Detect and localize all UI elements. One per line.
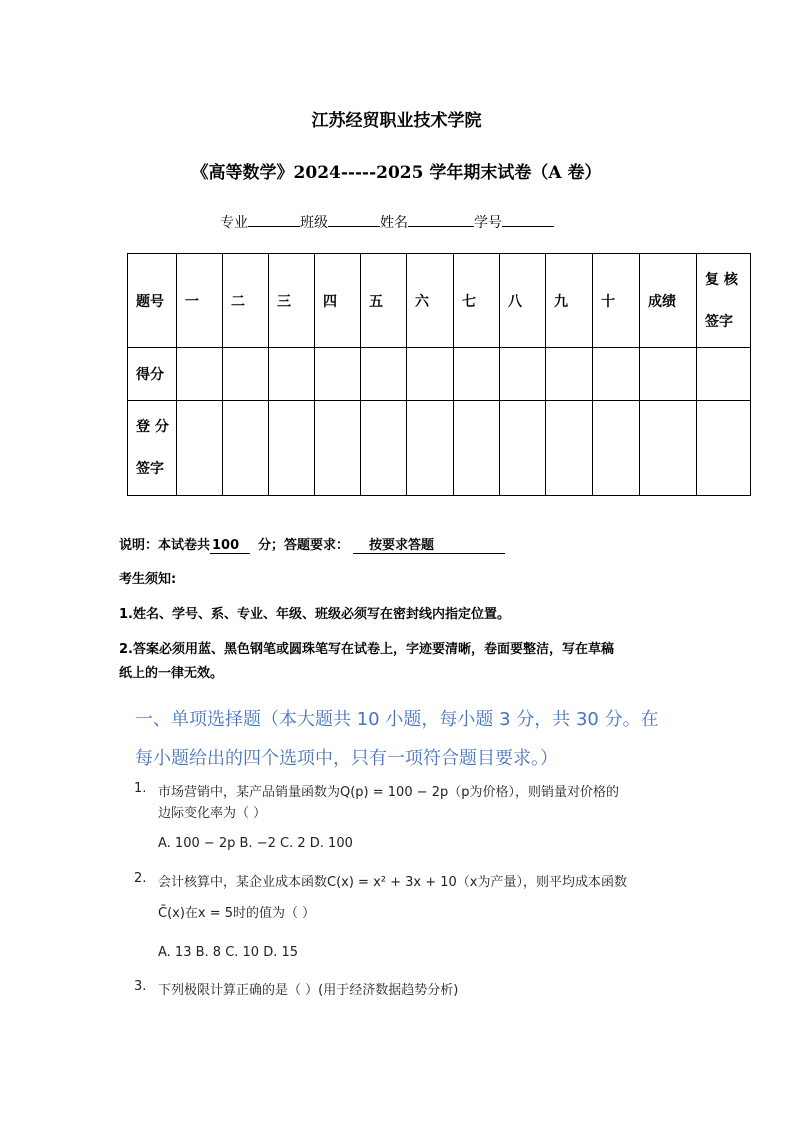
row-label: 得分 (128, 348, 177, 401)
register-label: 登 分 (136, 419, 169, 435)
question-text: 市场营销中，某产品销量函数为Q(p) = 100 − 2p（p为价格），则销量对价格的 (158, 785, 620, 800)
score-cell[interactable] (500, 348, 546, 401)
score-cell[interactable] (697, 348, 751, 401)
name-label: 姓名 (380, 215, 408, 231)
school-name: 江苏经贸职业技术学院 (311, 111, 482, 131)
question-text-cont: C̄(x)在x = 5时的值为（ ） (158, 906, 316, 921)
score-cell[interactable] (223, 348, 269, 401)
review-label: 复 核 (705, 271, 738, 288)
header-cell: 九 (546, 254, 593, 348)
class-blank[interactable] (328, 212, 380, 227)
notice-title: 考生须知: (119, 572, 177, 587)
header-cell: 题号 (128, 254, 177, 348)
header-cell: 四 (315, 254, 361, 348)
notice-2: 2.答案必须用蓝、黑色钢笔或圆珠笔写在试卷上，字迹要清晰，卷面要整洁，写在草稿 (119, 642, 614, 657)
header-cell: 五 (361, 254, 407, 348)
score-cell[interactable] (269, 348, 315, 401)
total-score: 100 (210, 538, 250, 554)
sign-cell[interactable] (177, 401, 223, 496)
header-cell: 十 (593, 254, 640, 348)
major-blank[interactable] (248, 212, 300, 227)
notice-2-cont: 纸上的一律无效。 (119, 666, 224, 681)
question-text: 会计核算中，某企业成本函数C(x) = x² + 3x + 10（x为产量），则平均成本函数 (158, 875, 627, 890)
score-cell[interactable] (315, 348, 361, 401)
header-cell: 八 (500, 254, 546, 348)
desc-prefix: 说明：本试卷共 (119, 538, 211, 553)
sign-label: 签字 (136, 461, 164, 477)
sign-cell[interactable] (223, 401, 269, 496)
major-label: 专业 (220, 215, 248, 231)
score-cell[interactable] (640, 348, 697, 401)
requirement: 按要求答题 (353, 534, 505, 554)
sign-cell[interactable] (593, 401, 640, 496)
header-cell: 成绩 (640, 254, 697, 348)
score-cell[interactable] (177, 348, 223, 401)
student-id-blank[interactable] (502, 212, 554, 227)
header-cell: 六 (407, 254, 454, 348)
sign-cell[interactable] (361, 401, 407, 496)
sign-cell[interactable] (500, 401, 546, 496)
header-cell: 三 (269, 254, 315, 348)
sign-cell[interactable] (697, 401, 751, 496)
review-sign-cell (697, 254, 751, 348)
question-options: A. 13 B. 8 C. 10 D. 15 (158, 945, 299, 960)
score-cell[interactable] (407, 348, 454, 401)
desc-mid: 分；答题要求： (258, 538, 350, 553)
header-cell: 二 (223, 254, 269, 348)
exam-description (119, 534, 505, 554)
header-cell: 一 (177, 254, 223, 348)
header-cell: 七 (454, 254, 500, 348)
score-cell[interactable] (361, 348, 407, 401)
table-row (128, 254, 751, 348)
section-heading-cont: 每小题给出的四个选项中，只有一项符合题目要求。） (135, 748, 558, 769)
score-cell[interactable] (454, 348, 500, 401)
class-label: 班级 (300, 215, 328, 231)
section-heading: 一、单项选择题（本大题共 10 小题，每小题 3 分，共 30 分。在 (135, 709, 659, 730)
table-row (128, 401, 751, 496)
question-number: 3. (134, 979, 147, 994)
sign-cell[interactable] (315, 401, 361, 496)
table-row (128, 348, 751, 401)
sign-cell[interactable] (454, 401, 500, 496)
exam-title: 《高等数学》2024-----2025 学年期末试卷（A 卷） (191, 163, 602, 183)
score-cell[interactable] (593, 348, 640, 401)
sign-cell[interactable] (640, 401, 697, 496)
sign-label: 签字 (705, 313, 733, 330)
name-blank[interactable] (408, 212, 474, 227)
question-text: 下列极限计算正确的是（ ）(用于经济数据趋势分析) (158, 983, 459, 998)
student-info-line (220, 212, 554, 232)
question-number: 2. (134, 871, 147, 886)
question-number: 1. (134, 781, 147, 796)
question-options: A. 100 − 2p B. −2 C. 2 D. 100 (158, 836, 353, 851)
sign-cell[interactable] (407, 401, 454, 496)
question-text-cont: 边际变化率为（ ） (158, 806, 267, 821)
student-id-label: 学号 (474, 215, 502, 231)
score-table (127, 253, 751, 496)
sign-cell[interactable] (546, 401, 593, 496)
sign-cell[interactable] (269, 401, 315, 496)
notice-1: 1.姓名、学号、系、专业、年级、班级必须写在密封线内指定位置。 (119, 607, 510, 622)
score-cell[interactable] (546, 348, 593, 401)
row-label (128, 401, 177, 496)
